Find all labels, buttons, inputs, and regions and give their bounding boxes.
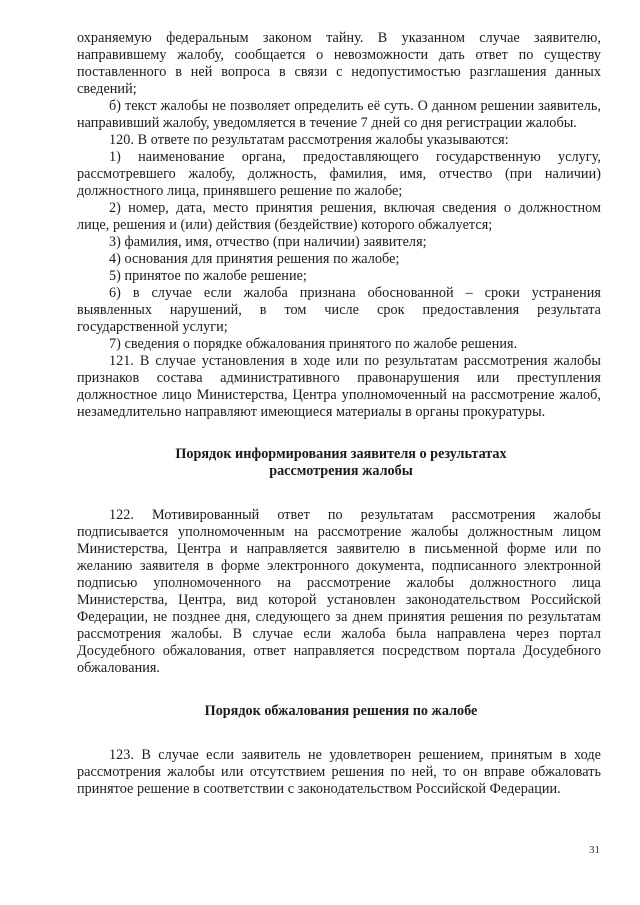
clause-120-intro: 120. В ответе по результатам рассмотрения жалобы указываются: — [109, 132, 509, 148]
clause-123: 123. В случае если заявитель не удовлетворен решением, принятым в ходе рассмотрения жалобы или отсутствием решения по ней, то он вправе обжаловать принятое решение в соответствии с законодательством Российской Федерации. — [77, 747, 601, 797]
clause-120-item-3: 3) фамилия, имя, отчество (при наличии) заявителя; — [109, 234, 427, 250]
clause-120-item-1: 1) наименование органа, предоставляющего государственную услугу, рассмотревшего жалобу, должность, фамилия, имя, отчество (при наличии) должностного лица, принявшего решение по жалобе; — [77, 149, 601, 199]
page-number: 31 — [589, 844, 600, 856]
section-heading-informing-line1: Порядок информирования заявителя о результатах — [175, 446, 507, 462]
section-heading-appeal: Порядок обжалования решения по жалобе — [204, 703, 478, 719]
section-heading-informing-line2: рассмотрения жалобы — [269, 463, 413, 479]
clause-120-item-4: 4) основания для принятия решения по жалобе; — [109, 251, 400, 267]
continuation-paragraph: охраняемую федеральным законом тайну. В указанном случае заявителю, направившему жалобу, сообщается о невозможности дать ответ по существу поставленного в ней вопроса в связи с недопустимостью разглашения данных сведений; — [77, 30, 601, 97]
clause-120-item-2: 2) номер, дата, место принятия решения, включая сведения о должностном лице, решения и (или) действия (бездействие) которого обжалуется; — [77, 200, 601, 233]
clause-120-item-6: 6) в случае если жалоба признана обоснованной – сроки устранения выявленных нарушений, в том числе срок предоставления результата государственной услуги; — [77, 285, 601, 335]
list-item-b6: б) текст жалобы не позволяет определить её суть. О данном решении заявитель, направивший жалобу, уведомляется в течение 7 дней со дня регистрации жалобы. — [77, 98, 601, 131]
section-heading-informing — [77, 446, 601, 480]
clause-122: 122. Мотивированный ответ по результатам рассмотрения жалобы подписывается уполномоченным на рассмотрение жалобы должностным лицом Министерства, Центра и направляется заявителю в письменной форме или по желанию заявителя в форме электронного документа, подписанного электронной подписью уполномоченного на рассмотрение жалобы должностного лица Министерства, Центра, вид которой установлен законодательством Российской Федерации, не позднее дня, следующего за днем принятия решения по результатам рассмотрения жалобы. В случае если жалоба была направлена через портал Досудебного обжалования, ответ направляется посредством портала Досудебного обжалования. — [77, 507, 601, 676]
clause-120-item-7: 7) сведения о порядке обжалования принятого по жалобе решения. — [109, 336, 518, 352]
clause-120-item-5: 5) принятое по жалобе решение; — [109, 268, 307, 284]
clause-121: 121. В случае установления в ходе или по результатам рассмотрения жалобы признаков состава административного правонарушения или преступления должностное лицо Министерства, Центра уполномоченный на рассмотрение жалоб, незамедлительно направляют имеющиеся материалы в органы прокуратуры. — [77, 353, 601, 420]
